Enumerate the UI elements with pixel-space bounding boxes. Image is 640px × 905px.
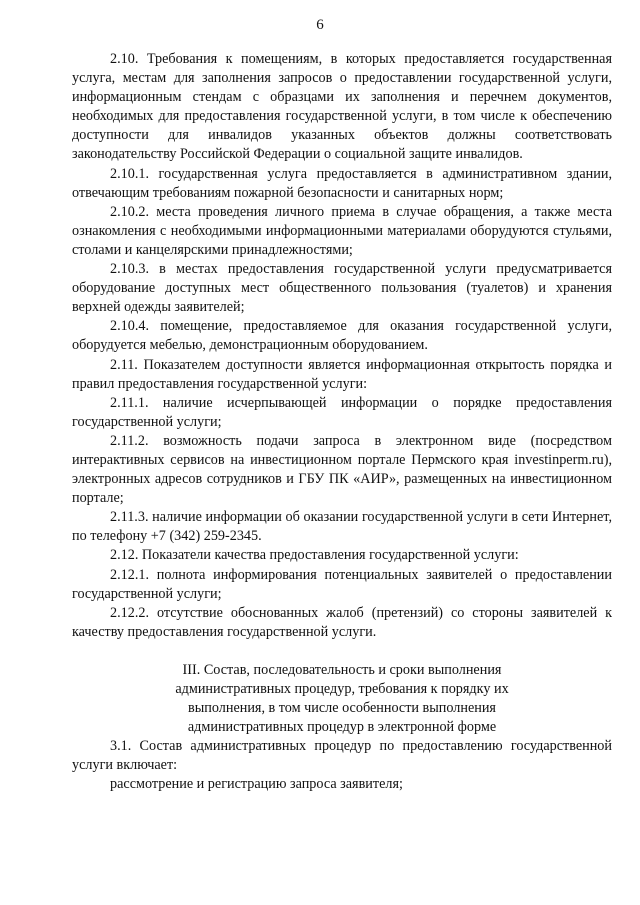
list-item-registration: рассмотрение и регистрацию запроса заявителя; (110, 776, 403, 793)
paragraph-2-11: 2.11. Показателем доступности является информационная открытость порядка и правил предоставления государственной услуги: (72, 356, 612, 392)
paragraph-2-11-3: 2.11.3. наличие информации об оказании государственной услуги в сети Интернет, по телефону +7 (342) 259-2345. (72, 509, 612, 545)
section-heading-line: выполнения, в том числе особенности выполнения (188, 700, 496, 717)
section-heading-line: административных процедур в электронной форме (187, 719, 497, 736)
paragraph-2-12-1: 2.12.1. полнота информирования потенциальных заявителей о предоставлении государственной услуги; (72, 566, 612, 602)
section-heading (72, 661, 612, 737)
paragraph-2-12: 2.12. Показатели качества предоставления государственной услуги: (110, 547, 519, 564)
paragraph-2-10: 2.10. Требования к помещениям, в которых предоставляется государственная услуга, местам для заполнения запросов о предоставлении государственной услуги, информационным стендам с образцами их заполнения и перечнем документов, необходимых для предоставления государственной услуги, в том числе к обеспечению доступности для инвалидов указанных объектов должны соответствовать законодательству Российской Федерации о социальной защите инвалидов. (72, 51, 612, 163)
section-heading-line: III. Состав, последовательность и сроки выполнения (182, 661, 502, 678)
paragraph-2-11-1: 2.11.1. наличие исчерпывающей информации о порядке предоставления государственной услуги; (72, 394, 612, 430)
paragraph-2-10-3: 2.10.3. в местах предоставления государственной услуги предусматривается оборудование доступных мест общественного пользования (туалетов) и хранения верхней одежды заявителей; (72, 261, 612, 316)
paragraph-2-10-1: 2.10.1. государственная услуга предоставляется в административном здании, отвечающим требованиям пожарной безопасности и санитарных норм; (72, 165, 612, 201)
page-number: 6 (316, 17, 324, 33)
section-heading-line: административных процедур, требования к порядку их (175, 681, 509, 697)
paragraph-2-10-2: 2.10.2. места проведения личного приема в случае обращения, а также места ознакомления с необходимыми информационными материалами оборудуются стульями, столами и канцелярскими принадлежностями; (72, 203, 612, 258)
paragraph-2-11-2: 2.11.2. возможность подачи запроса в электронном виде (посредством интерактивных сервисов на инвестиционном портале Пермского края investinperm.ru), электронных адресов сотрудников и ГБУ ПК «АИР», размещенных на инвестиционном портале; (72, 432, 612, 507)
paragraph-2-10-4: 2.10.4. помещение, предоставляемое для оказания государственной услуги, оборудуется мебелью, демонстрационным оборудованием. (72, 318, 612, 354)
paragraph-3-1: 3.1. Состав административных процедур по предоставлению государственной услуги включает: (72, 738, 612, 774)
document-body (72, 50, 612, 795)
paragraph-2-12-2: 2.12.2. отсутствие обоснованных жалоб (претензий) со стороны заявителей к качеству предоставления государственной услуги. (72, 604, 612, 640)
